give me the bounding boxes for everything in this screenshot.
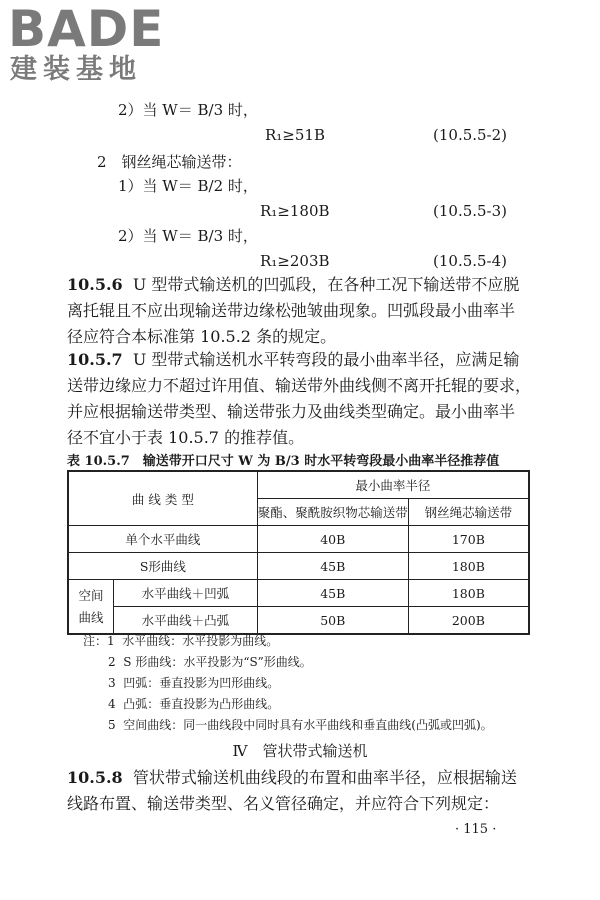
list-item-heading: 2 钢丝绳芯输送带： [97,153,242,171]
formula-expression: R₁≥180B [260,202,330,220]
table-header-steel: 钢丝绳芯输送带 [408,499,529,526]
note-number: 2 [108,655,116,669]
subsection-heading: Ⅳ 管状带式输送机 [232,742,368,760]
clause-text-line: 径不宜小于表 10.5.7 的推荐值。 [67,428,305,447]
note-number: 4 [108,697,116,711]
note-number: 注：1 [83,634,115,648]
radius-table [67,470,530,635]
table-cell-value: 40B [257,526,408,553]
clause-10-5-7 [67,347,519,373]
table-header-curve-type: 曲 线 类 型 [68,471,257,526]
clause-text-line: U 型带式输送机的凹弧段，在各种工况下输送带不应脱 [132,275,520,294]
note-number: 3 [108,676,116,690]
clause-text-line: 管状带式输送机曲线段的布置和曲率半径，应根据输送 [132,768,517,787]
clause-10-5-6 [67,272,519,298]
table-row [68,580,529,607]
table-caption: 表 10.5.7 输送带开口尺寸 W 为 B/3 时水平转弯段最小曲率半径推荐值 [67,454,500,469]
formula-expression: R₁≥203B [260,252,330,270]
table-cell-group-label: 空间 曲线 [68,580,114,635]
table-header-group: 最小曲率半径 [257,471,529,499]
table-note [108,694,279,715]
formula-number: (10.5.5-4) [433,252,508,270]
note-text: S 形曲线：水平投影为“S”形曲线。 [123,655,312,669]
clause-text-line: 并应根据输送带类型、输送带张力及曲线类型确定。最小曲率半 [67,402,516,421]
formula-condition: 2）当 W＝ B/3 时， [118,101,258,119]
table-row [68,553,529,580]
formula-number: (10.5.5-3) [433,202,508,220]
clause-number: 10.5.7 [67,350,123,369]
formula-condition: 2）当 W＝ B/3 时， [118,227,258,245]
table-cell-value: 45B [257,580,408,607]
formula-number: (10.5.5-2) [433,126,508,144]
clause-number: 10.5.8 [67,768,123,787]
formula-condition: 1）当 W＝ B/2 时， [118,177,258,195]
clause-text-line: U 型带式输送机水平转弯段的最小曲率半径，应满足输 [132,350,520,369]
note-text: 凹弧：垂直投影为凹形曲线。 [123,676,280,690]
table-header-fabric: 聚酯、聚酰胺织物芯输送带 [257,499,408,526]
formula-expression: R₁≥51B [265,126,325,144]
note-text: 水平曲线：水平投影为曲线。 [122,634,279,648]
table-note [108,715,493,736]
clause-text-line: 径应符合本标准第 10.5.2 条的规定。 [67,327,337,346]
table-cell-value: 170B [408,526,529,553]
table-cell-label: 单个水平曲线 [68,526,257,553]
clause-text-line: 线路布置、输送带类型、名义管径确定，并应符合下列规定： [67,794,500,813]
table-note [108,652,312,673]
table-row [68,607,529,635]
table-note [83,631,278,652]
note-text: 凸弧：垂直投影为凸形曲线。 [123,697,280,711]
table-cell-label: 水平曲线＋凹弧 [114,580,258,607]
table-cell-value: 50B [257,607,408,635]
table-cell-label: S形曲线 [68,553,257,580]
table-cell-value: 180B [408,580,529,607]
page-number: · 115 · [455,822,497,837]
table-note [108,673,279,694]
table-row [68,526,529,553]
table-cell-value: 45B [257,553,408,580]
clause-10-5-8 [67,765,517,791]
note-number: 5 [108,718,116,732]
logo-wordmark: BADE [8,0,165,58]
clause-text-line: 离托辊且不应出现输送带边缘松弛皱曲现象。凹弧段最小曲率半 [67,301,516,320]
clause-number: 10.5.6 [67,275,123,294]
clause-text-line: 送带边缘应力不超过许用值、输送带外曲线侧不离开托辊的要求， [67,376,532,395]
table-cell-value: 180B [408,553,529,580]
logo-subtitle: 建装基地 [10,54,142,85]
table-cell-value: 200B [408,607,529,635]
note-text: 空间曲线：同一曲线段中同时具有水平曲线和垂直曲线(凸弧或凹弧)。 [123,718,493,732]
table-cell-label: 水平曲线＋凸弧 [114,607,258,635]
